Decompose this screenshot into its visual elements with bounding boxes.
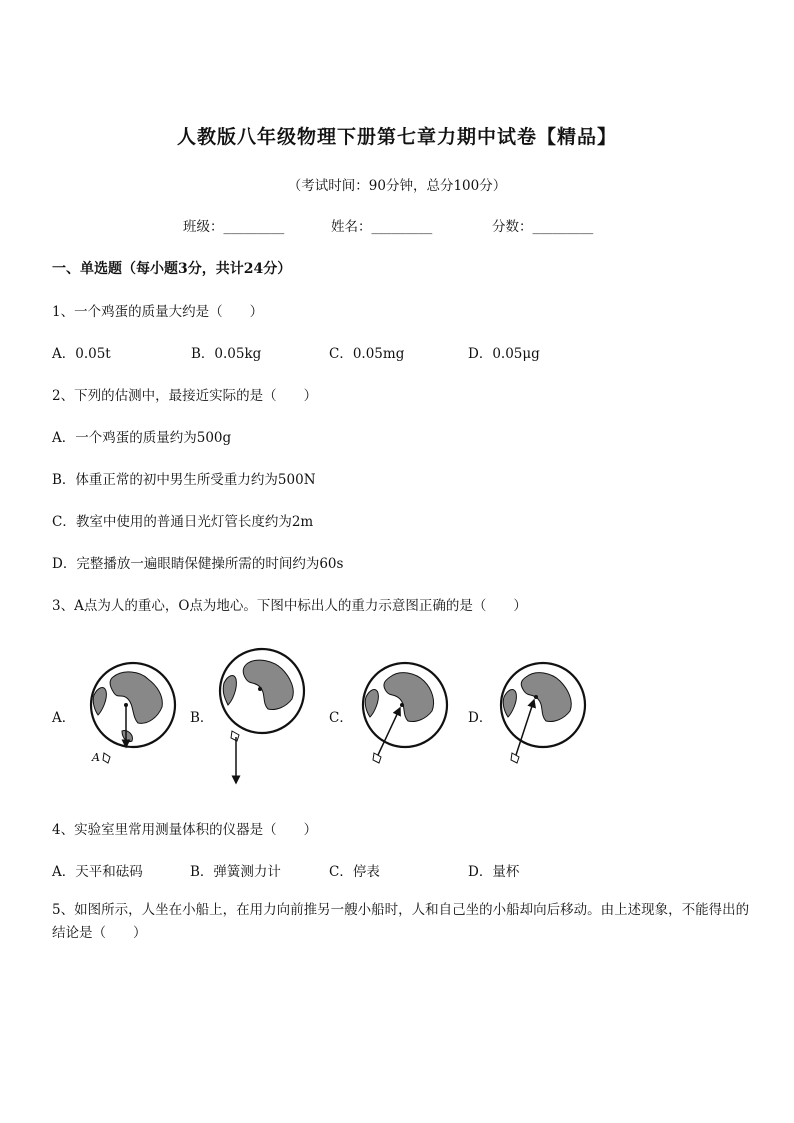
q3-option-b[interactable]: B．: [190, 710, 214, 726]
question-5-stem: 5、如图所示，人坐在小船上，在用力向前推另一艘小船时，人和自己坐的小船却向后移动。由上述现象，不能得出的结论是（ ）: [52, 902, 750, 941]
q4-option-b[interactable]: B．弹簧测力计: [190, 864, 281, 880]
q2-option-d[interactable]: D．完整播放一遍眼睛保健操所需的时间约为60s: [52, 556, 344, 572]
q1-option-d[interactable]: D．0.05μg: [468, 346, 540, 362]
exam-subtitle: （考试时间：90分钟，总分100分）: [287, 178, 507, 194]
person-icon: [511, 753, 519, 763]
q3-option-c[interactable]: C．: [329, 710, 353, 726]
q3-option-d[interactable]: D．: [468, 710, 493, 726]
q4-option-a[interactable]: A．天平和砝码: [52, 864, 143, 880]
section-heading: 一、单选题（每小题3分，共计24分）: [52, 261, 292, 277]
person-icon: [373, 753, 381, 763]
q1-option-b[interactable]: B．0.05kg: [191, 346, 262, 362]
person-icon: [103, 753, 110, 763]
globe-figure-b[interactable]: [210, 645, 310, 790]
q2-option-c[interactable]: C．教室中使用的普通日光灯管长度约为2m: [52, 514, 314, 530]
q3-option-a[interactable]: A．: [52, 710, 76, 726]
q2-option-a[interactable]: A．一个鸡蛋的质量约为500g: [52, 430, 232, 446]
globe-figure-a[interactable]: [78, 655, 188, 775]
score-field[interactable]: 分数：_________: [492, 219, 594, 235]
question-4-stem: 4、实验室里常用测量体积的仪器是（ ）: [52, 822, 318, 838]
page-title: 人教版八年级物理下册第七章力期中试卷【精品】: [176, 126, 617, 148]
question-3-stem: 3、A点为人的重心，O点为地心。下图中标出人的重力示意图正确的是（ ）: [52, 598, 527, 614]
q4-option-d[interactable]: D．量杯: [468, 864, 520, 880]
globe-figure-c[interactable]: [350, 655, 460, 775]
name-field[interactable]: 姓名：_________: [331, 219, 433, 235]
point-a-label: A: [92, 751, 100, 764]
class-field[interactable]: 班级：_________: [183, 219, 285, 235]
question-1-stem: 1、一个鸡蛋的质量大约是（ ）: [52, 304, 264, 320]
person-icon: [231, 731, 239, 741]
q2-option-b[interactable]: B．体重正常的初中男生所受重力约为500N: [52, 472, 316, 488]
q1-option-c[interactable]: C．0.05mg: [329, 346, 405, 362]
q1-option-a[interactable]: A．0.05t: [52, 346, 111, 362]
q4-option-c[interactable]: C．停表: [329, 864, 380, 880]
globe-figure-d[interactable]: [488, 655, 598, 775]
question-2-stem: 2、下列的估测中，最接近实际的是（ ）: [52, 388, 318, 404]
